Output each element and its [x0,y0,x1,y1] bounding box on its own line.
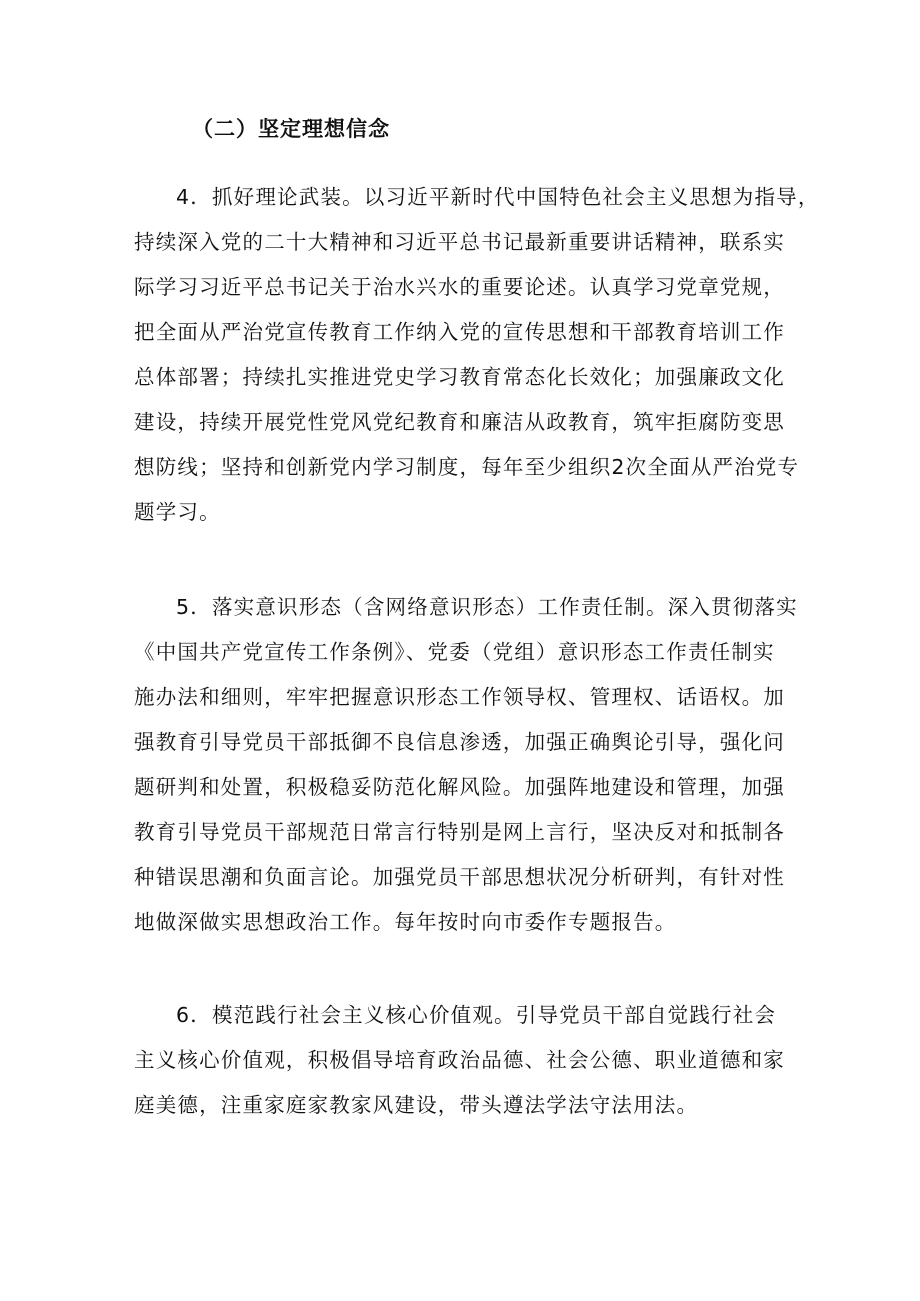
paragraph-line: 想防线；坚持和创新党内学习制度，每年至少组织2次全面从严治党专 [134,455,800,479]
paragraph-line: 6．模范践行社会主义核心价值观。引导党员干部自觉践行社会 [176,1003,777,1027]
paragraph-line: 建设，持续开展党性党风党纪教育和廉洁从政教育，筑牢拒腐防变思 [134,410,785,434]
paragraph-6 [134,993,785,1128]
paragraph-line: 庭美德，注重家庭家教家风建设，带头遵法学法守法用法。 [134,1093,699,1117]
paragraph-4 [134,175,820,535]
paragraph-line: 《中国共产党宣传工作条例》、党委（党组）意识形态工作责任制实 [134,640,775,664]
paragraph-line: 强教育引导党员干部抵御不良信息渗透，加强正确舆论引导，强化问 [134,730,785,754]
paragraph-line: 总体部署；持续扎实推进党史学习教育常态化长效化；加强廉政文化 [134,365,785,389]
paragraph-line: 际学习习近平总书记关于治水兴水的重要论述。认真学习党章党规， [134,275,785,299]
paragraph-line: 把全面从严治党宣传教育工作纳入党的宣传思想和干部教育培训工作 [134,320,785,344]
section-heading: （二）坚定理想信念 [192,117,390,141]
paragraph-line: 教育引导党员干部规范日常言行特别是网上言行，坚决反对和抵制各 [134,820,785,844]
paragraph-line: 题研判和处置，积极稳妥防范化解风险。加强阵地建设和管理，加强 [134,775,785,799]
paragraph-line: 主义核心价值观，积极倡导培育政治品德、社会公德、职业道德和家 [134,1048,785,1072]
paragraph-line: 施办法和细则，牢牢把握意识形态工作领导权、管理权、话语权。加 [134,685,785,709]
paragraph-line: 5．落实意识形态（含网络意识形态）工作责任制。深入贯彻落实 [176,595,798,619]
paragraph-5 [134,585,798,945]
paragraph-line: 地做深做实思想政治工作。每年按时向市委作专题报告。 [134,910,677,934]
paragraph-line: 种错误思潮和负面言论。加强党员干部思想状况分析研判，有针对性 [134,865,785,889]
paragraph-line: 题学习。 [134,500,221,524]
paragraph-line: 持续深入党的二十大精神和习近平总书记最新重要讲话精神，联系实 [134,230,785,254]
paragraph-line: 4．抓好理论武装。以习近平新时代中国特色社会主义思想为指导， [176,185,820,209]
